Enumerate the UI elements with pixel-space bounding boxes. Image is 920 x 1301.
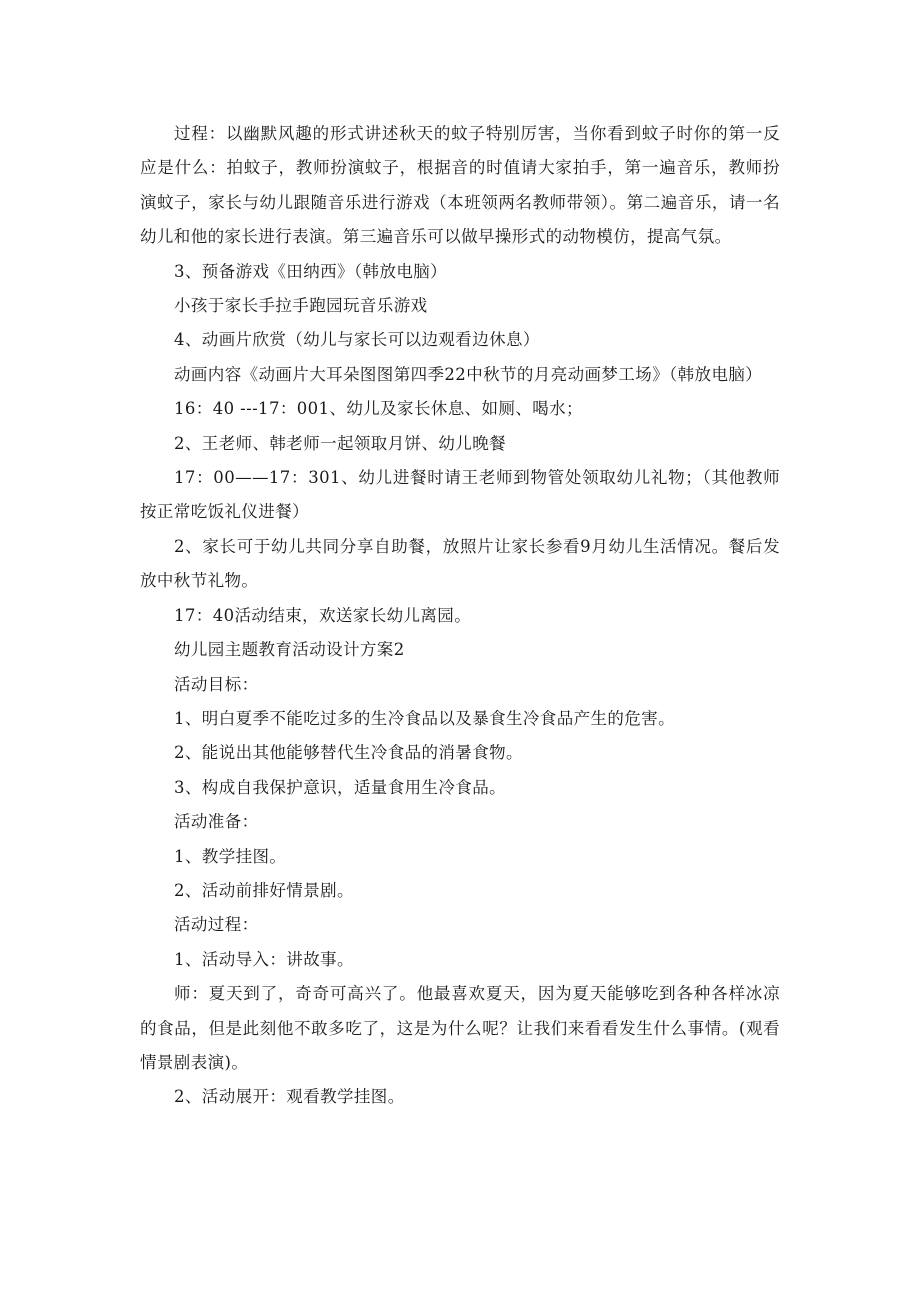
goal-item-1: 1、明白夏季不能吃过多的生冷食品以及暴食生冷食品产生的危害。 [174,708,675,728]
paragraph-mooncake: 2、王老师、韩老师一起领取月饼、幼儿晚餐 [174,433,506,453]
paragraph-end: 17：40活动结束，欢送家长幼儿离园。 [174,605,472,625]
paragraph-dinner-time: 17：00——17：301、幼儿进餐时请王老师到物管处领取幼儿礼物；（其他教师按正常吃饭礼仪进餐） [140,468,780,522]
paragraph-process-description: 过程：以幽默风趣的形式讲述秋天的蚊子特别厉害，当你看到蚊子时你的第一反应是什么：拍蚊子，教师扮演蚊子，根据音的时值请大家拍手，第一遍音乐，教师扮演蚊子，家长与幼儿跟随音乐进行游戏（本班领两名教师带领）。第二遍音乐，请一名幼儿和他的家长进行表演。第三遍音乐可以做早操形式的动物模仿，提高气氛。 [140,124,780,247]
paragraph-cartoon-content: 动画内容《动画片大耳朵图图第四季22中秋节的月亮动画梦工场》（韩放电脑） [174,364,763,384]
paragraph-buffet: 2、家长可于幼儿共同分享自助餐，放照片让家长参看9月幼儿生活情况。餐后发放中秋节礼物。 [140,536,780,591]
heading-activity-prep: 活动准备： [174,812,259,832]
paragraph-prep-game: 3、预备游戏《田纳西》（韩放电脑） [174,261,448,281]
section-title-plan-2: 幼儿园主题教育活动设计方案2 [174,640,405,660]
goal-item-2: 2、能说出其他能够替代生冷食品的消暑食物。 [174,743,523,763]
process-item-1: 1、活动导入：讲故事。 [174,949,354,969]
document-body [140,117,780,1115]
paragraph-music-game: 小孩于家长手拉手跑园玩音乐游戏 [174,296,428,316]
paragraph-cartoon: 4、动画片欣赏（幼儿与家长可以边观看边休息） [174,330,540,350]
paragraph-rest-time: 16：40 ---17：001、幼儿及家长休息、如厕、喝水； [174,399,583,419]
prep-item-1: 1、教学挂图。 [174,846,287,866]
prep-item-2: 2、活动前排好情景剧。 [174,880,354,900]
process-item-2: 2、活动展开：观看教学挂图。 [174,1087,405,1107]
heading-activity-goals: 活动目标： [174,674,259,694]
goal-item-3: 3、构成自我保护意识，适量食用生冷食品。 [174,777,506,797]
paragraph-teacher-story: 师：夏天到了，奇奇可高兴了。他最喜欢夏天，因为夏天能够吃到各种各样冰凉的食品，但是此刻他不敢多吃了，这是为什么呢？让我们来看看发生什么事情。(观看情景剧表演)。 [140,984,780,1072]
heading-activity-process: 活动过程： [174,915,259,935]
